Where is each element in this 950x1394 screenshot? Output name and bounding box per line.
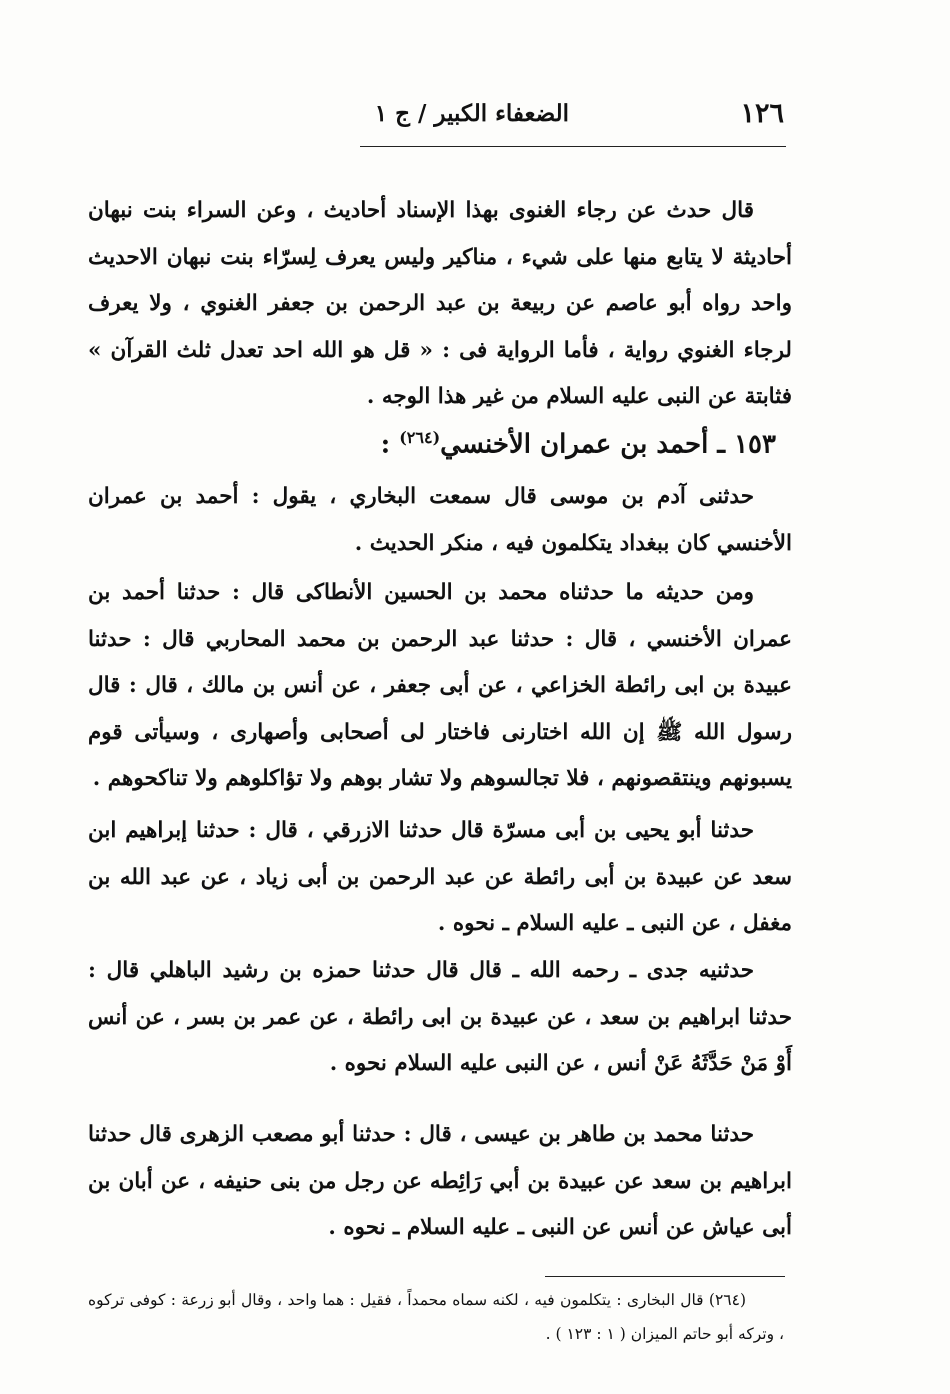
paragraph-1: قال حدث عن رجاء الغنوى بهذا الإسناد أحاديث ، وعن السراء بنت نبهان أحاديثة لا يتابع منها على شيء ، مناكير وليس يعرف لِسرّاء بنت نبهان الاحديث واحد رواه أبو عاصم عن ربيعة بن عبد الرحمن بن جعفر الغنوي ، ولا يعرف لرجاء الغنوي رواية ، فأما الرواية فى : « قل هو الله احد تعدل ثلث القرآن » فثابتة عن النبى عليه السلام من غير هذا الوجه .	[88, 198, 792, 409]
page-number: ١٢٦	[740, 98, 784, 129]
paragraph-4: حدثنا أبو يحيى بن أبى مسرّة قال حدثنا الازرقي ، قال : حدثنا إبراهيم ابن سعد عن عبيدة بن أبى رائطة عن عبد الرحمن بن أبى زياد ، عن عبد الله بن مغفل ، عن النبى ـ عليه السلام ـ نحوه .	[88, 818, 792, 936]
footnote-rule	[545, 1276, 785, 1277]
entry-heading	[88, 428, 776, 460]
entry-name: أحمد بن عمران الأخنسي	[440, 429, 709, 460]
paragraph-isnad-2	[88, 948, 792, 1088]
paragraph-isnad-3	[88, 1112, 792, 1252]
footnote-text: (٢٦٤) قال البخارى : يتكلمون فيه ، لكنه سماه محمداً ، فقيل : هما واحد ، وقال أبو زرعة : كوفى تركوه ، وتركه أبو حاتم الميزان ( ١ : ١٢٣ ) .	[88, 1291, 784, 1343]
paragraph-narration	[88, 474, 792, 567]
paragraph-intro	[88, 188, 792, 421]
footnote	[88, 1283, 784, 1351]
paragraph-5: حدثنيه جدى ـ رحمه الله ـ قال قال حدثنا حمزه بن رشيد الباهلي قال : حدثنا ابراهيم بن سعد ، عن عبيدة بن ابى رائطة ، عن عمر بن بسر ، عن أنس أَوْ مَنْ حَدَّثَهُ عَنْ أنس ، عن النبى عليه السلام نحوه .	[88, 958, 792, 1076]
entry-colon: :	[380, 429, 400, 460]
entry-number: ١٥٣	[734, 429, 776, 460]
paragraph-hadith	[88, 570, 792, 803]
running-title: الضعفاء الكبير / ج ١	[374, 100, 569, 127]
paragraph-2: حدثنى آدم بن موسى قال سمعت البخاري ، يقول : أحمد بن عمران الأخنسي كان ببغداد يتكلمون فيه ، منكر الحديث .	[88, 484, 792, 556]
entry-dash: ـ	[708, 429, 735, 460]
paragraph-3: ومن حديثه ما حدثناه محمد بن الحسين الأنطاكى قال : حدثنا أحمد بن عمران الأخنسي ، قال : حدثنا عبد الرحمن بن محمد المحاربي قال : حدثنا عبيدة بن ابى رائطة الخزاعي ، عن أبى جعفر ، عن أنس بن مالك ، قال : قال رسول الله ﷺ إن الله اختارنى فاختار لى أصحابى وأصهارى ، وسيأتى قوم يسبونهم وينتقصونهم ، فلا تجالسوهم ولا تشار بوهم ولا تؤاكلوهم ولا تناكحوهم .	[88, 580, 792, 791]
footnote-reference: (٢٦٤)	[399, 428, 441, 447]
paragraph-isnad-1	[88, 808, 792, 948]
header-rule	[360, 146, 786, 147]
paragraph-6: حدثنا محمد بن طاهر بن عيسى ، قال : حدثنا أبو مصعب الزهرى قال حدثنا ابراهيم بن سعد عن عبيدة بن أبي رَائِطه عن رجل من بنى حنيفه ، عن أبان بن أبى عياش عن أنس عن النبى ـ عليه السلام ـ نحوه .	[88, 1122, 792, 1240]
page-header	[90, 98, 784, 142]
